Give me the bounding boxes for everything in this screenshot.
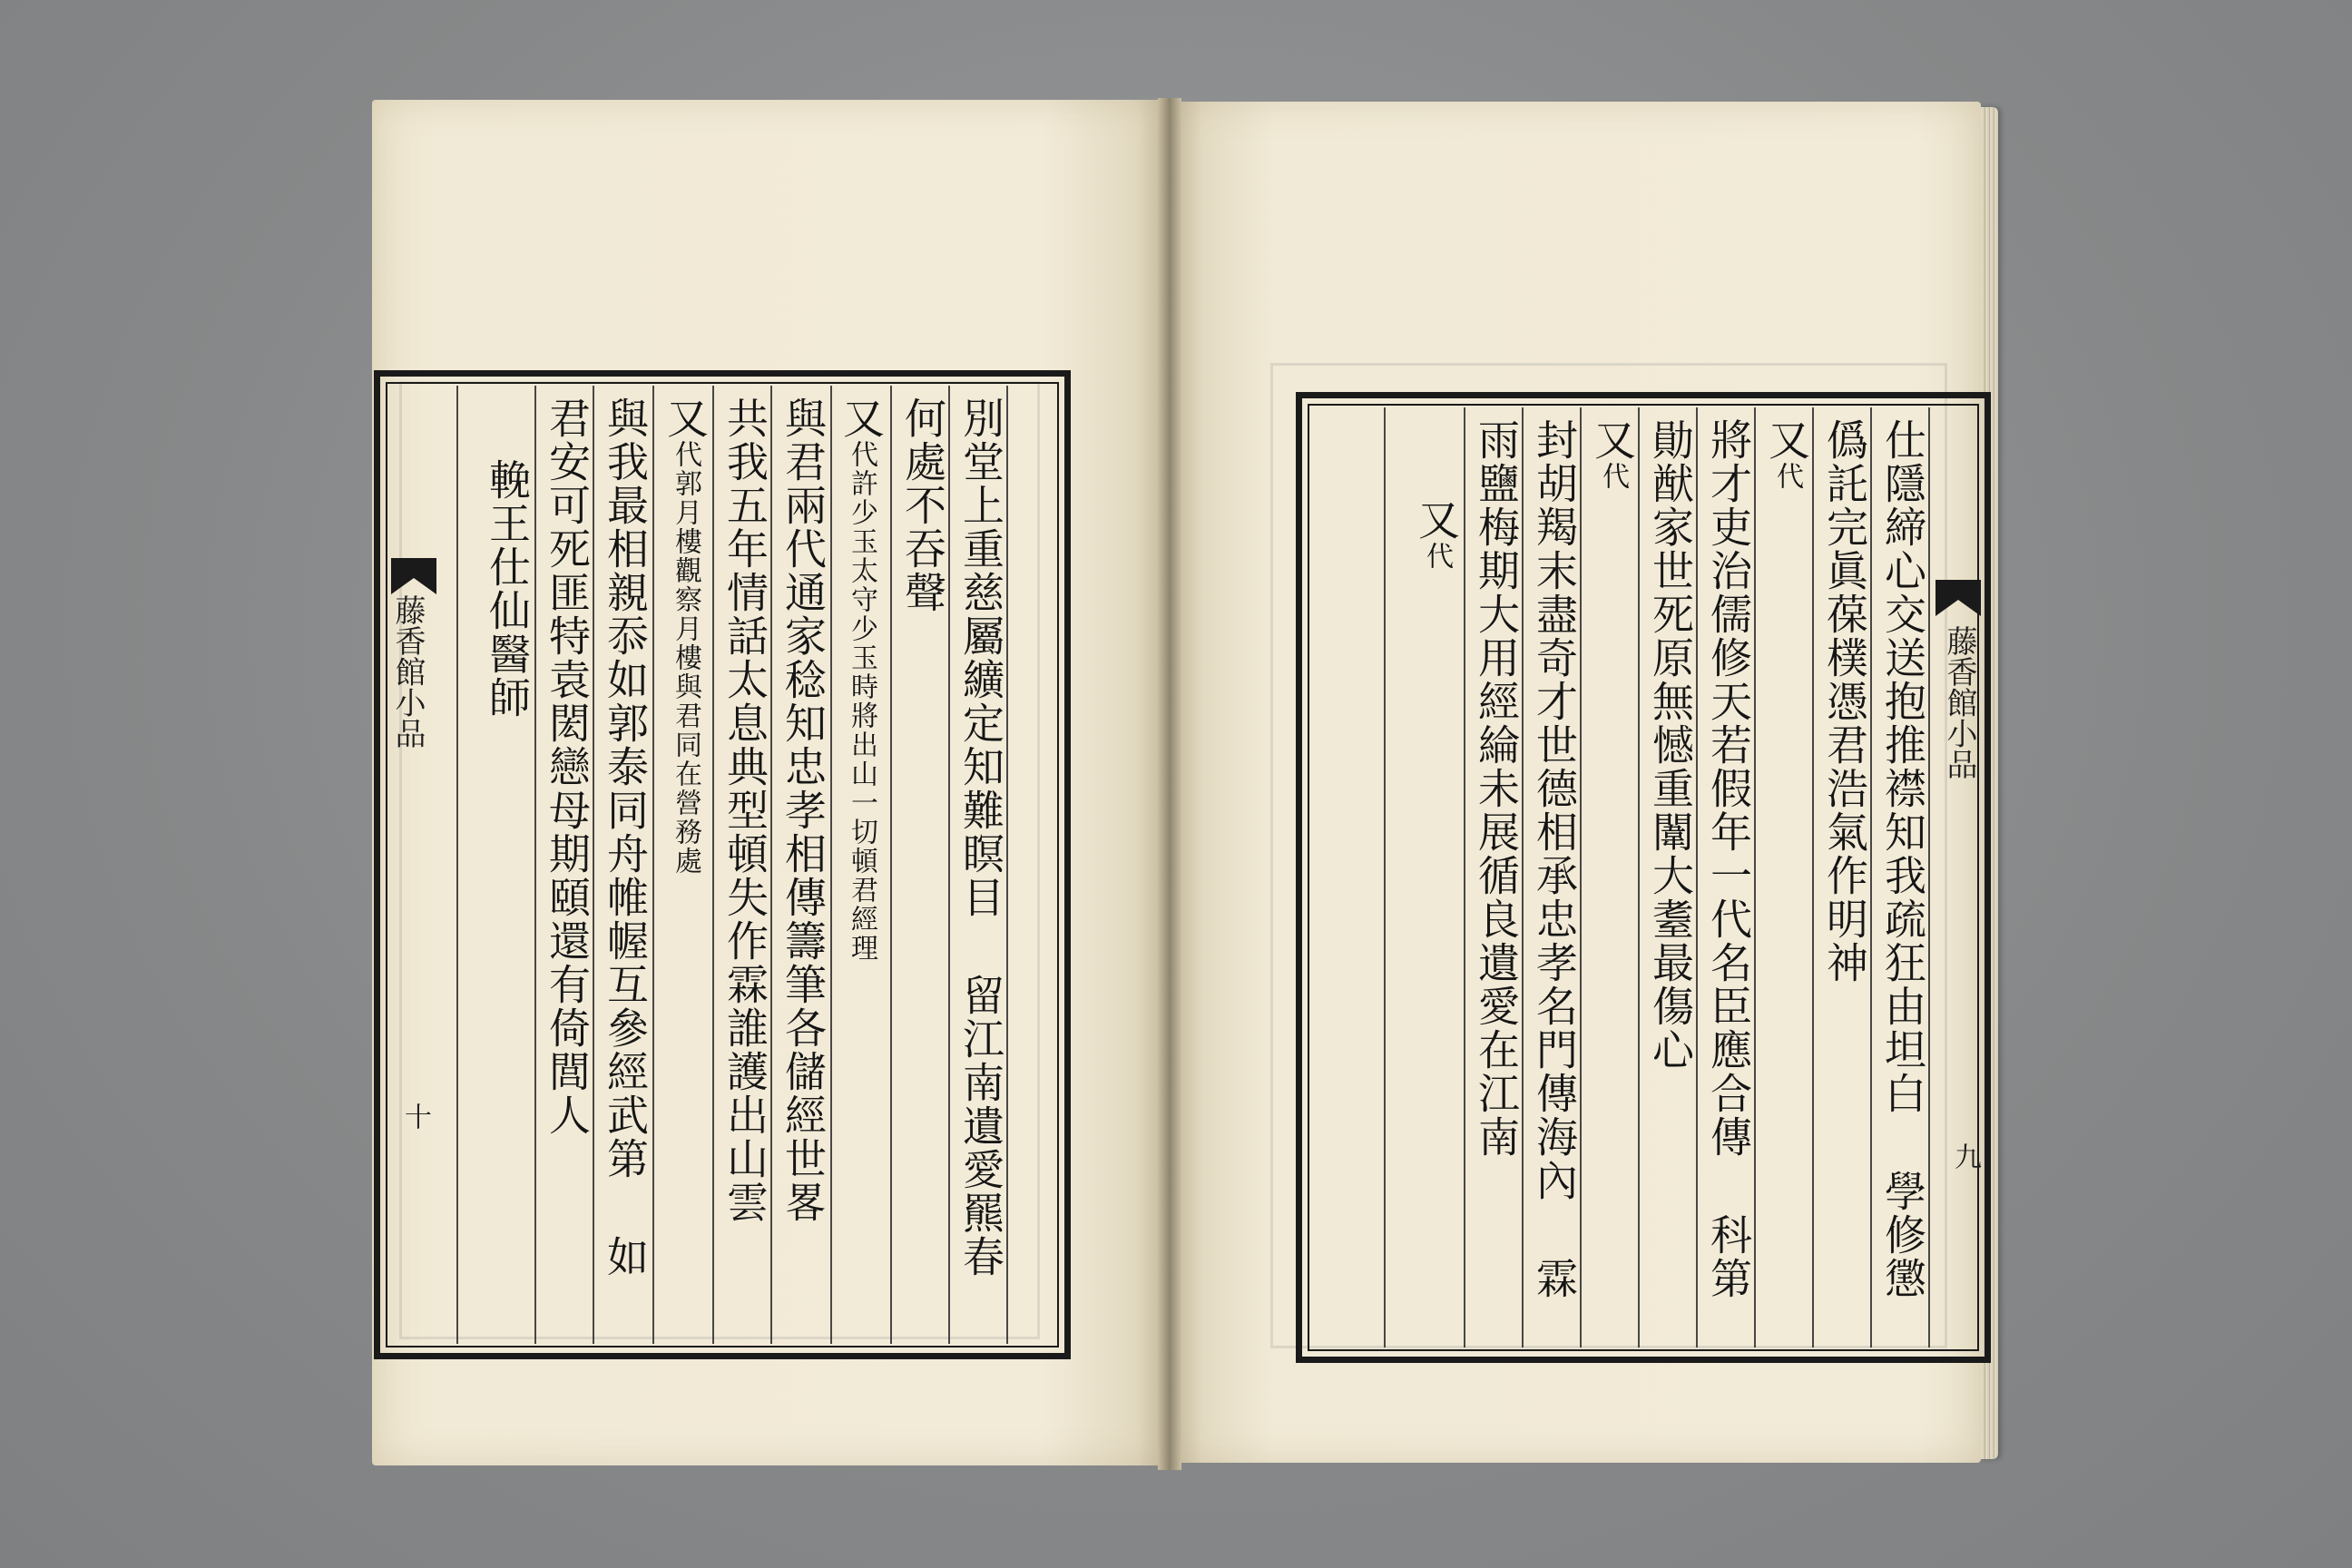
book-gutter [1158,98,1181,1470]
right-text-frame [1296,392,1991,1363]
text-segment: 與我最相親忝如郭泰同舟帷幄互參經武第 [601,397,650,1181]
left-col-7 [598,397,652,1333]
right-col-6 [1585,418,1640,1337]
column-rule [1464,407,1465,1348]
text-segment: 與君兩代通家稔知忠孝相傳籌筆各儲經世畧 [779,397,828,1224]
banxin-title: 藤香館小品 [1941,625,1977,779]
text-segment: 如 [601,1235,650,1279]
right-col-1 [1876,418,1930,1337]
left-col-1 [954,397,1008,1333]
annotation-segment: 代 [1597,462,1629,491]
folio-number: 九 [1949,1142,1981,1170]
text-segment: 科第 [1704,1213,1753,1300]
right-col-3 [1759,418,1814,1337]
text-segment: 留江南遺愛羆春 [956,974,1005,1279]
text-segment: 學修懲 [1878,1170,1927,1300]
left-col-4 [776,397,830,1333]
text-segment: 君安可死匪特袁閎戀母期頤還有倚閭人 [543,397,592,1137]
column-rule [890,386,892,1344]
folio-number: 十 [399,1102,431,1130]
text-segment: 別堂上重慈屬纊定知難瞑目 [956,397,1005,919]
annotation-segment: 代許少玉太守少玉時將出山一切頓君經理 [846,440,877,963]
fishtail-mark [1936,580,1981,616]
left-col-3 [834,397,888,1333]
text-segment: 將才吏治儒修天若假年一代名臣應合傳 [1704,418,1753,1159]
text-segment: 又 [837,397,886,440]
right-col-8 [1469,418,1524,1337]
annotation-segment: 代 [1771,462,1803,491]
left-col-8 [540,397,594,1333]
column-rule [830,386,832,1344]
right-col-7 [1527,418,1582,1337]
text-segment: 雨鹽梅期大用經綸未展循良遺愛在江南 [1472,418,1521,1159]
right-col-9 [1409,498,1464,1337]
column-rule [534,386,536,1344]
text-segment: 封胡羯末盡奇才世德相承忠孝名門傳海內 [1530,418,1579,1202]
text-segment: 僞託完眞葆樸憑君浩氣作明神 [1820,418,1869,985]
text-segment: 何處不吞聲 [898,397,947,614]
left-col-2 [896,397,950,1333]
column-rule [652,386,654,1344]
column-rule [1384,407,1386,1348]
annotation-segment: 代郭月樓觀察月樓與君同在營務處 [670,440,701,876]
left-col-6 [658,397,712,1333]
left-col-5 [718,397,772,1333]
text-segment: 勛猷家世死原無憾重闈大耋最傷心 [1646,418,1695,1072]
column-rule [712,386,714,1344]
text-segment: 霖 [1530,1257,1579,1300]
text-segment: 又 [1412,498,1461,542]
text-segment: 又 [1588,418,1637,462]
text-segment: 共我五年情話太息典型頓失作霖誰護出山雲 [720,397,769,1224]
banxin-title: 藤香館小品 [389,594,426,749]
text-segment: 仕隱締心交送抱推襟知我疏狂由坦白 [1878,418,1927,1115]
left-col-9 [480,458,534,1333]
right-col-2 [1818,418,1872,1337]
right-col-5 [1643,418,1698,1337]
right-col-4 [1701,418,1756,1337]
column-rule [456,386,458,1344]
text-segment: 輓王仕仙醫師 [483,458,532,720]
left-text-frame [374,370,1071,1359]
fishtail-mark [391,558,436,594]
text-segment: 又 [1762,418,1811,462]
text-segment: 又 [661,397,710,440]
annotation-segment: 代 [1421,542,1453,571]
